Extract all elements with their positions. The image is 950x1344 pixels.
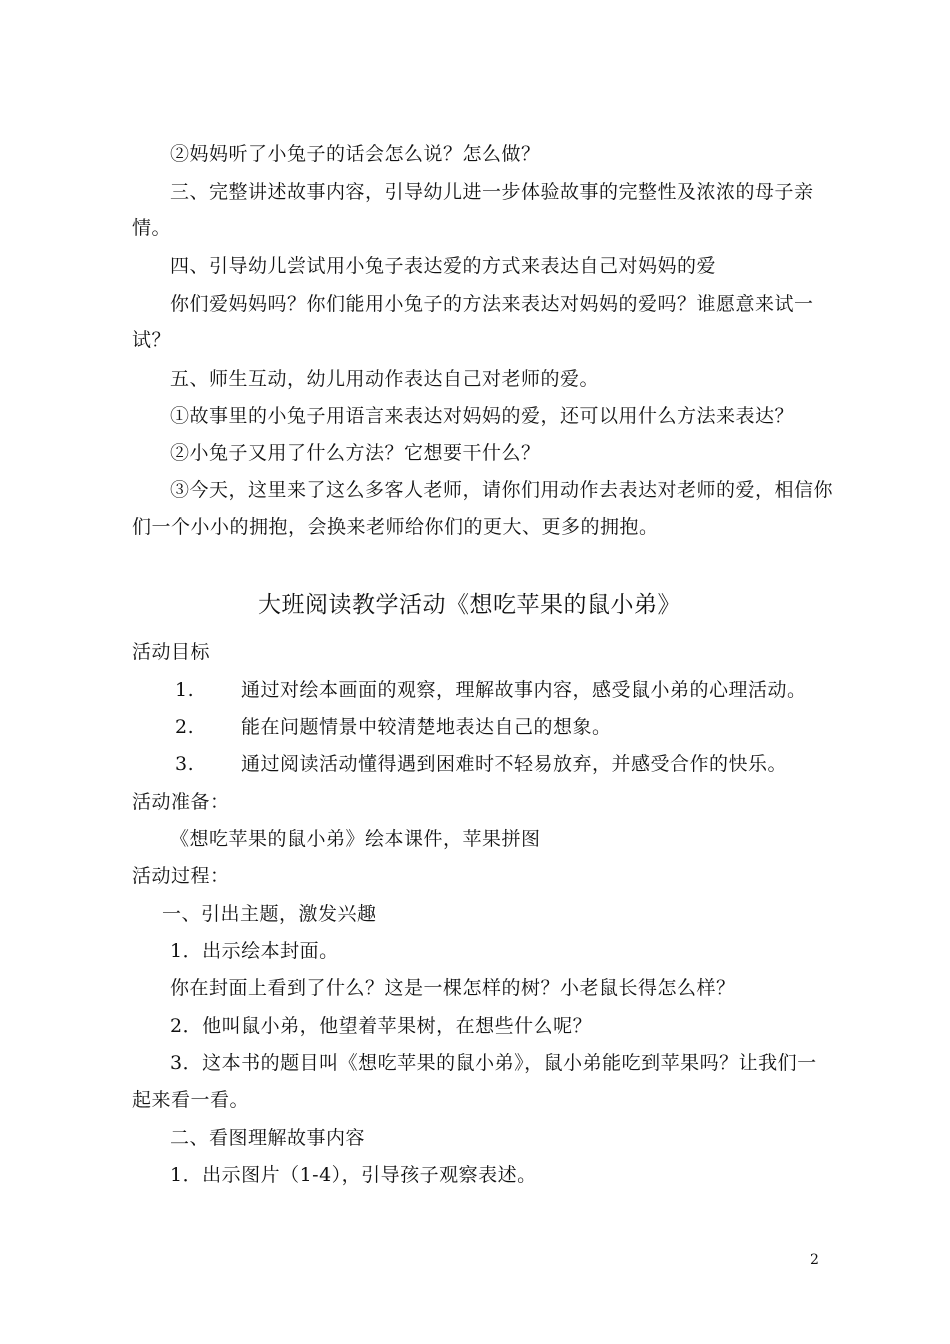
step-item: 2．他叫鼠小弟，他望着苹果树，在想些什么呢？ bbox=[170, 1015, 593, 1037]
goal-number: 1. bbox=[175, 679, 195, 701]
step-heading: 一、引出主题，激发兴趣 bbox=[162, 903, 377, 925]
prep-heading: 活动准备： bbox=[132, 791, 230, 813]
paragraph-line: 你们爱妈妈吗？你们能用小兔子的方法来表达对妈妈的爱吗？谁愿意来试一 bbox=[170, 293, 814, 315]
step-item: 1．出示绘本封面。 bbox=[170, 940, 339, 962]
paragraph-line: 三、完整讲述故事内容，引导幼儿进一步体验故事的完整性及浓浓的母子亲 bbox=[170, 181, 814, 203]
paragraph-line: 五、师生互动，幼儿用动作表达自己对老师的爱。 bbox=[170, 368, 600, 390]
goal-item bbox=[175, 678, 807, 702]
goal-text: 通过阅读活动懂得遇到困难时不轻易放弃，并感受合作的快乐。 bbox=[241, 753, 788, 775]
step-item-continuation: 起来看一看。 bbox=[132, 1089, 250, 1111]
goal-item bbox=[175, 752, 787, 776]
process-heading: 活动过程： bbox=[132, 865, 230, 887]
step-heading: 二、看图理解故事内容 bbox=[170, 1127, 366, 1149]
step-item: 3．这本书的题目叫《想吃苹果的鼠小弟》，鼠小弟能吃到苹果吗？让我们一 bbox=[170, 1052, 817, 1074]
goal-text: 能在问题情景中较清楚地表达自己的想象。 bbox=[241, 716, 612, 738]
page-number: 2 bbox=[810, 1252, 819, 1268]
paragraph-line: ②妈妈听了小兔子的话会怎么说？怎么做？ bbox=[170, 143, 541, 165]
paragraph-line: 四、引导幼儿尝试用小兔子表达爱的方式来表达自己对妈妈的爱 bbox=[170, 255, 717, 277]
paragraph-line: ③今天，这里来了这么多客人老师，请你们用动作去表达对老师的爱，相信你 bbox=[170, 479, 834, 501]
goal-number: 2. bbox=[175, 716, 195, 738]
goals-heading: 活动目标 bbox=[132, 641, 211, 663]
paragraph-line: 情。 bbox=[132, 217, 172, 239]
paragraph-line: ①故事里的小兔子用语言来表达对妈妈的爱，还可以用什么方法来表达？ bbox=[170, 405, 795, 427]
goal-text: 通过对绘本画面的观察，理解故事内容，感受鼠小弟的心理活动。 bbox=[241, 679, 807, 701]
paragraph-line: ②小兔子又用了什么方法？它想要干什么？ bbox=[170, 442, 541, 464]
section-title: 大班阅读教学活动《想吃苹果的鼠小弟》 bbox=[258, 592, 681, 618]
paragraph-line: 试？ bbox=[132, 329, 172, 351]
prep-text: 《想吃苹果的鼠小弟》绘本课件，苹果拼图 bbox=[170, 828, 541, 850]
goal-item bbox=[175, 715, 612, 739]
goal-number: 3. bbox=[175, 753, 195, 775]
step-item: 1．出示图片（1-4），引导孩子观察表述。 bbox=[170, 1164, 537, 1186]
paragraph-line: 们一个小小的拥抱，会换来老师给你们的更大、更多的拥抱。 bbox=[132, 516, 659, 538]
step-question: 你在封面上看到了什么？这是一棵怎样的树？小老鼠长得怎么样？ bbox=[170, 977, 736, 999]
